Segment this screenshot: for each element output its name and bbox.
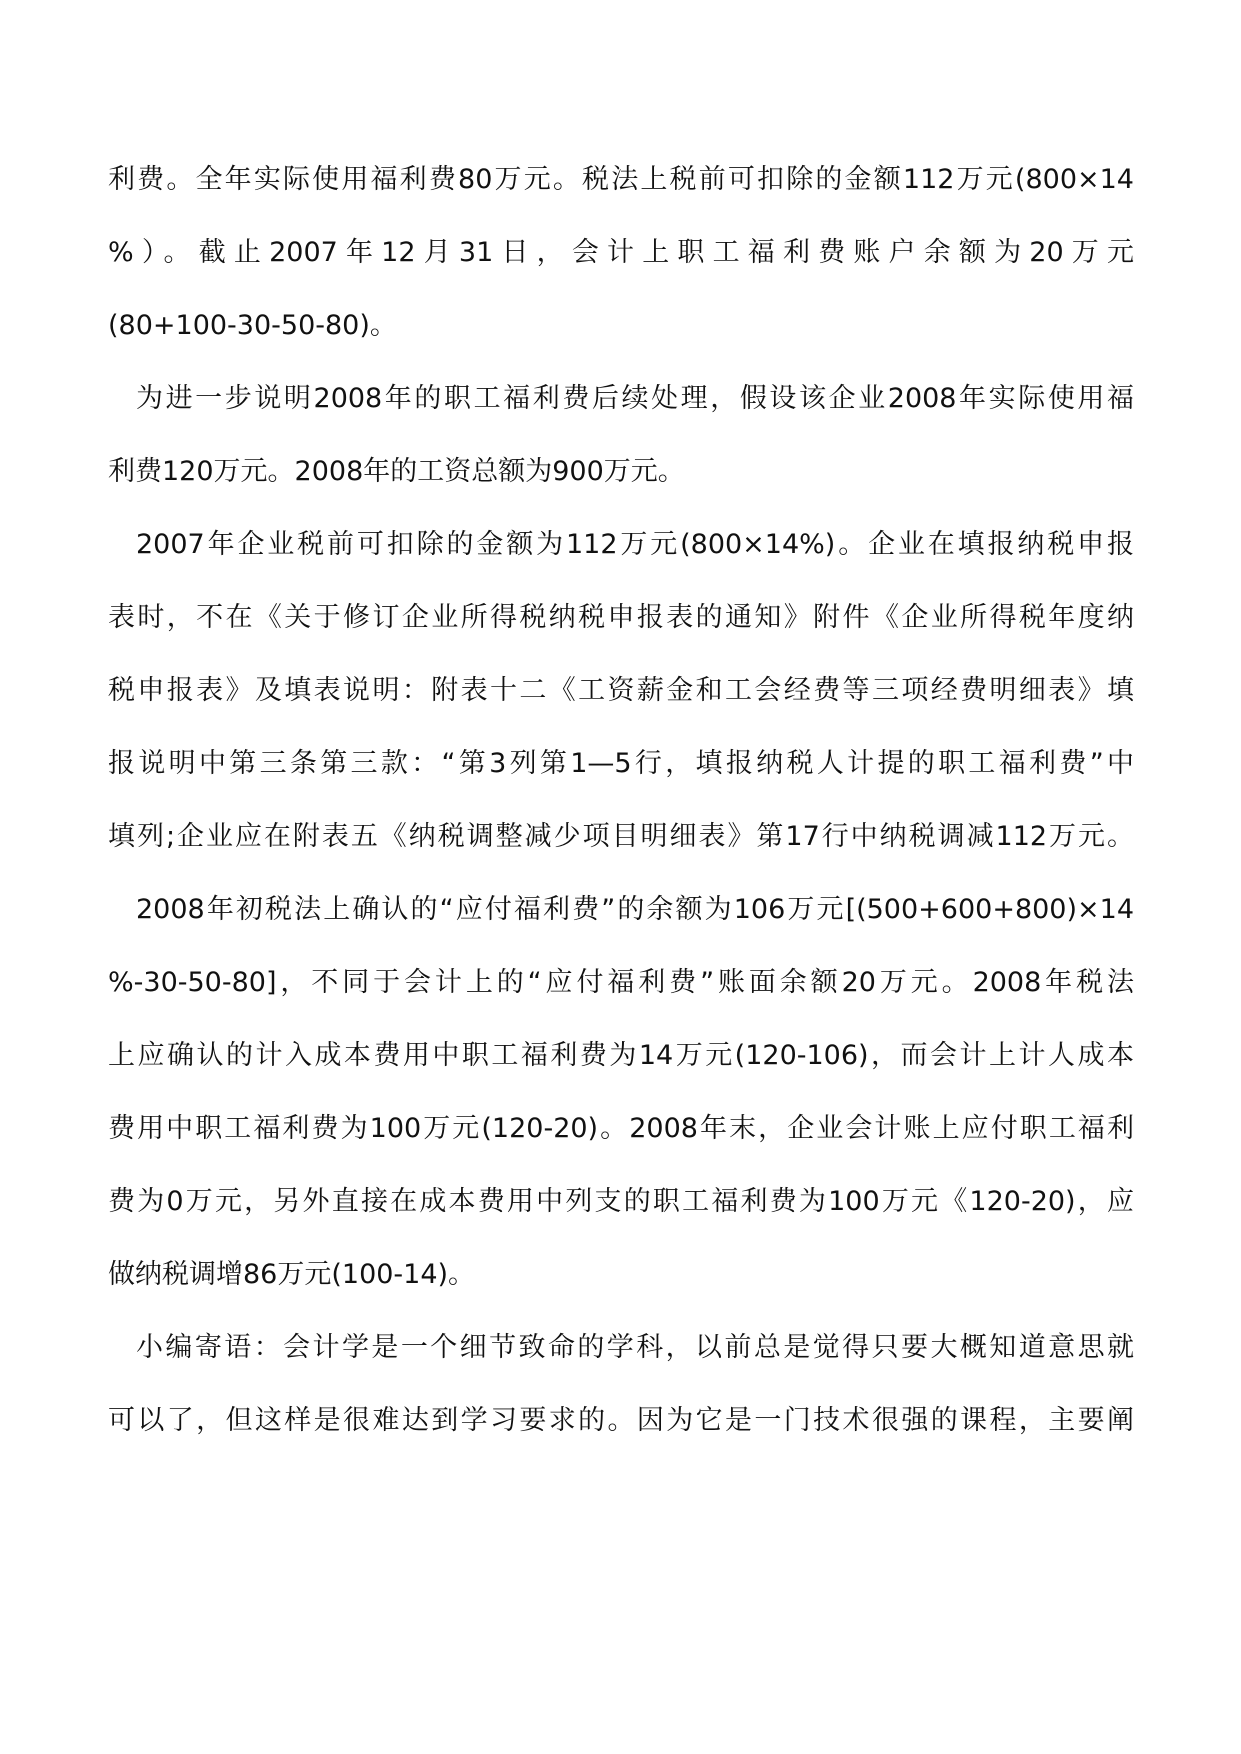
text-line: 可以了，但这样是很难达到学习要求的。因为它是一门技术很强的课程，主要阐 [108,1405,1134,1436]
paragraph-line: 2007年企业税前可扣除的金额为112万元(800×14%)。企业在填报纳税申报 [136,529,1134,560]
document-page [108,160,1134,1720]
text-line: (80+100-30-50-80)。 [108,310,397,341]
paragraph-line: 小编寄语：会计学是一个细节致命的学科，以前总是觉得只要大概知道意思就 [136,1332,1134,1363]
text-line: %-30-50-80]，不同于会计上的“应付福利费”账面余额20万元。2008年税法 [108,967,1134,998]
text-line: 填列;企业应在附表五《纳税调整减少项目明细表》第17行中纳税调减112万元。 [108,821,1134,852]
paragraph-line: 为进一步说明2008年的职工福利费后续处理，假设该企业2008年实际使用福 [136,383,1134,414]
text-line: 费为0万元，另外直接在成本费用中列支的职工福利费为100万元《120-20)，应 [108,1186,1134,1217]
text-line: 利费120万元。2008年的工资总额为900万元。 [108,456,685,487]
text-line: 表时，不在《关于修订企业所得税纳税申报表的通知》附件《企业所得税年度纳 [108,602,1134,633]
paragraph-line: 2008年初税法上确认的“应付福利费”的余额为106万元[(500+600+800)×14 [136,894,1134,925]
text-line: 费用中职工福利费为100万元(120-20)。2008年末，企业会计账上应付职工福利 [108,1113,1134,1144]
text-line: 做纳税调增86万元(100-14)。 [108,1259,476,1290]
text-line: 上应确认的计入成本费用中职工福利费为14万元(120-106)，而会计上计人成本 [108,1040,1134,1071]
text-line: 报说明中第三条第三款：“第3列第1—5行，填报纳税人计提的职工福利费”中 [108,748,1134,779]
text-line: 利费。全年实际使用福利费80万元。税法上税前可扣除的金额112万元(800×14 [108,164,1134,195]
text-line: %）。截止2007年12月31日，会计上职工福利费账户余额为20万元 [108,237,1134,268]
text-line: 税申报表》及填表说明：附表十二《工资薪金和工会经费等三项经费明细表》填 [108,675,1134,706]
